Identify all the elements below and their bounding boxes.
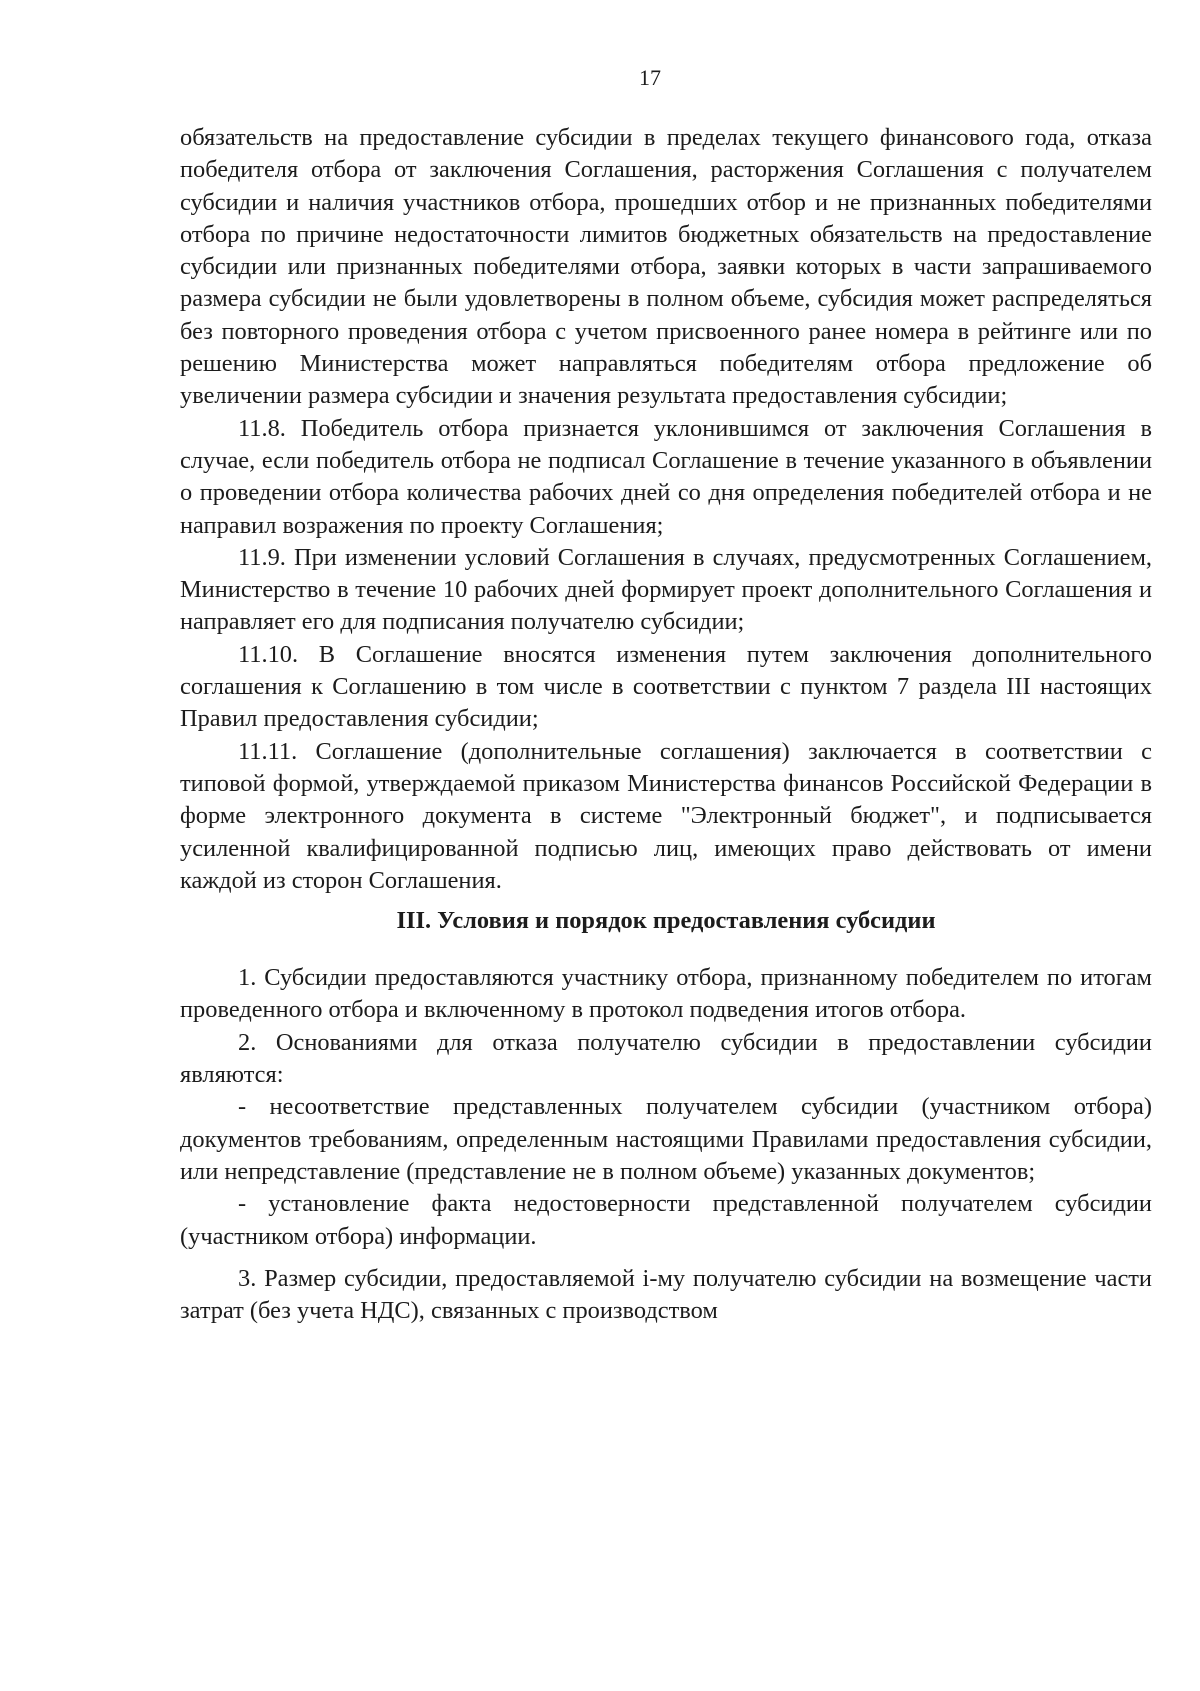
paragraph-1: 1. Субсидии предоставляются участнику отбора, признанному победителем по итогам проведенного отбора и включенному в протокол подведения итогов отбора. <box>180 964 1152 1024</box>
paragraph-continuation: обязательств на предоставление субсидии в пределах текущего финансового года, отказа победителя отбора от заключения Соглашения, расторжения Соглашения с получателем субсидии и наличия участников отбора, прошедших отбор и не признанных победителями отбора по причине недостаточности лимитов бюджетных обязательств на предоставление субсидии или признанных победителями отбора, заявки которых в части запрашиваемого размера субсидии не были удовлетворены в полном объеме, субсидия может распределяться без повторного проведения отбора с учетом присвоенного ранее номера в рейтинге или по решению Министерства может направляться победителям отбора предложение об увеличении размера субсидии и значения результата предоставления субсидии; <box>180 124 1152 410</box>
paragraph-2-item-1: - несоответствие представленных получателем субсидии (участником отбора) документов требованиям, определенным настоящими Правилами предоставления субсидии, или непредставление (представление не в полном объеме) указанных документов; <box>180 1093 1152 1185</box>
section-heading: III. Условия и порядок предоставления субсидии <box>396 907 936 935</box>
paragraph-11-11: 11.11. Соглашение (дополнительные соглашения) заключается в соответствии с типовой формой, утверждаемой приказом Министерства финансов Российской Федерации в форме электронного документа в системе "Электронный бюджет", и подписывается усиленной квалифицированной подписью лиц, имеющих право действовать от имени каждой из сторон Соглашения. <box>180 737 1152 894</box>
paragraph-11-8: 11.8. Победитель отбора признается уклонившимся от заключения Соглашения в случае, если победитель отбора не подписал Соглашение в течение указанного в объявлении о проведении отбора количества рабочих дней со дня определения победителей отбора и не направил возражения по проекту Соглашения; <box>180 414 1152 539</box>
document-body <box>180 122 1152 1327</box>
paragraph-2-item-2: - установление факта недостоверности представленной получателем субсидии (участником отбора) информации. <box>180 1190 1152 1250</box>
paragraph-3: 3. Размер субсидии, предоставляемой i-му получателю субсидии на возмещение части затрат (без учета НДС), связанных с производством <box>180 1264 1152 1325</box>
paragraph-11-9: 11.9. При изменении условий Соглашения в случаях, предусмотренных Соглашением, Министерство в течение 10 рабочих дней формирует проект дополнительного Соглашения и направляет его для подписания получателю субсидии; <box>180 543 1152 636</box>
page-number: 17 <box>639 65 661 90</box>
paragraph-11-10: 11.10. В Соглашение вносятся изменения путем заключения дополнительного соглашения к Соглашению в том числе в соответствии с пунктом 7 раздела III настоящих Правил предоставления субсидии; <box>180 640 1152 733</box>
paragraph-2: 2. Основаниями для отказа получателю субсидии в предоставлении субсидии являются: <box>180 1028 1152 1089</box>
